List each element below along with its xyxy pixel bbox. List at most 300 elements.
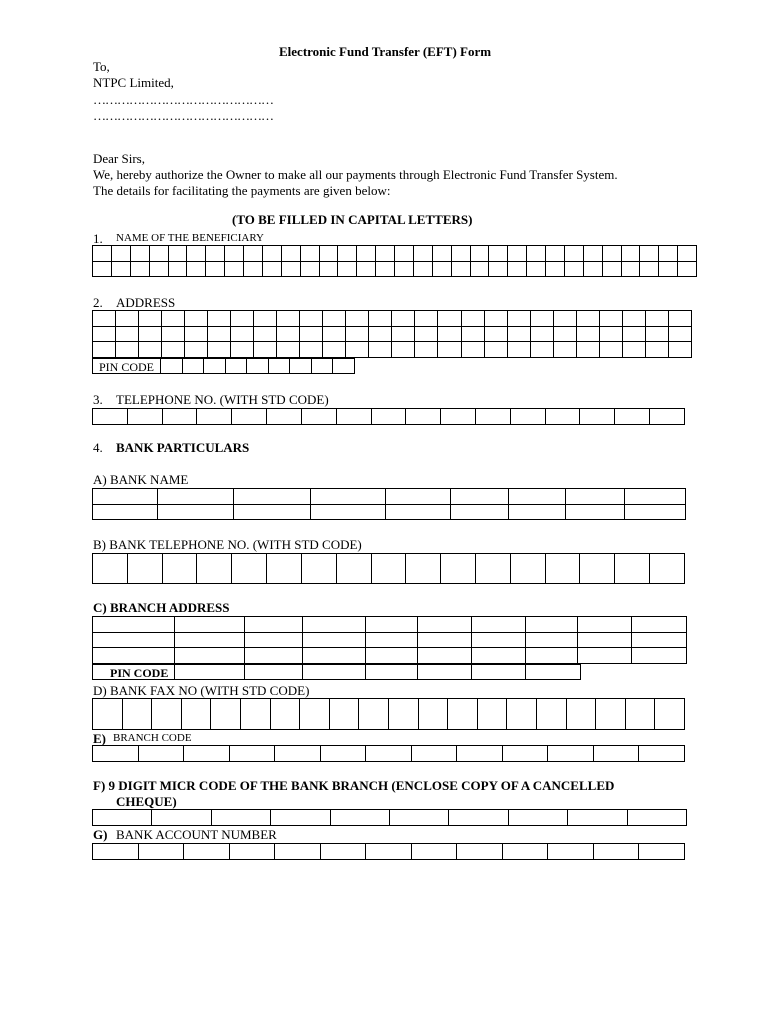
entry-box[interactable]: [545, 409, 580, 425]
entry-box[interactable]: [338, 246, 357, 262]
entry-box[interactable]: [93, 844, 139, 860]
entry-box[interactable]: [231, 311, 254, 327]
entry-box[interactable]: [371, 409, 406, 425]
entry-box[interactable]: [418, 632, 472, 648]
entry-box[interactable]: [333, 359, 355, 374]
entry-box[interactable]: [267, 409, 302, 425]
entry-box[interactable]: [320, 746, 366, 762]
entry-box[interactable]: [319, 246, 338, 262]
entry-box[interactable]: [168, 261, 187, 277]
entry-box[interactable]: [225, 359, 247, 374]
entry-box[interactable]: [593, 844, 639, 860]
entry-box[interactable]: [111, 246, 130, 262]
entry-box[interactable]: [320, 844, 366, 860]
entry-box[interactable]: [281, 246, 300, 262]
entry-box[interactable]: [268, 359, 290, 374]
entry-box[interactable]: [475, 409, 510, 425]
entry-box[interactable]: [116, 311, 139, 327]
entry-box[interactable]: [303, 617, 366, 633]
entry-box[interactable]: [602, 246, 621, 262]
entry-box[interactable]: [366, 844, 412, 860]
entry-box[interactable]: [650, 554, 685, 584]
entry-box[interactable]: [116, 342, 139, 358]
entry-box[interactable]: [475, 554, 510, 584]
entry-box[interactable]: [185, 342, 208, 358]
entry-box[interactable]: [596, 699, 626, 730]
entry-box[interactable]: [438, 311, 461, 327]
entry-box[interactable]: [275, 844, 321, 860]
entry-box[interactable]: [451, 246, 470, 262]
entry-box[interactable]: [232, 554, 267, 584]
entry-box[interactable]: [346, 342, 369, 358]
entry-box[interactable]: [366, 632, 418, 648]
entry-box[interactable]: [593, 746, 639, 762]
entry-box[interactable]: [319, 261, 338, 277]
entry-box[interactable]: [621, 261, 640, 277]
entry-box[interactable]: [366, 648, 418, 664]
entry-box[interactable]: [566, 489, 625, 505]
entry-box[interactable]: [182, 359, 204, 374]
entry-box[interactable]: [507, 342, 530, 358]
entry-box[interactable]: [162, 311, 185, 327]
entry-box[interactable]: [323, 326, 346, 342]
entry-box[interactable]: [578, 632, 632, 648]
entry-box[interactable]: [548, 844, 594, 860]
entry-box[interactable]: [668, 342, 691, 358]
entry-box[interactable]: [576, 311, 599, 327]
entry-box[interactable]: [659, 246, 678, 262]
entry-box[interactable]: [161, 359, 183, 374]
entry-box[interactable]: [300, 246, 319, 262]
entry-box[interactable]: [300, 342, 323, 358]
entry-box[interactable]: [185, 311, 208, 327]
entry-box[interactable]: [271, 810, 330, 826]
entry-box[interactable]: [536, 699, 566, 730]
entry-box[interactable]: [175, 617, 245, 633]
entry-box[interactable]: [130, 261, 149, 277]
entry-box[interactable]: [450, 504, 508, 520]
entry-box[interactable]: [583, 246, 602, 262]
entry-box[interactable]: [678, 261, 697, 277]
entry-box[interactable]: [576, 342, 599, 358]
entry-box[interactable]: [526, 648, 578, 664]
entry-box[interactable]: [413, 246, 432, 262]
entry-box[interactable]: [650, 409, 685, 425]
entry-box[interactable]: [175, 648, 245, 664]
entry-box[interactable]: [406, 554, 441, 584]
entry-box[interactable]: [371, 554, 406, 584]
entry-box[interactable]: [418, 617, 472, 633]
entry-box[interactable]: [461, 342, 484, 358]
beneficiary-name-grid[interactable]: [92, 245, 697, 277]
entry-box[interactable]: [489, 261, 508, 277]
entry-box[interactable]: [149, 261, 168, 277]
entry-box[interactable]: [162, 409, 197, 425]
entry-box[interactable]: [254, 342, 277, 358]
entry-box[interactable]: [187, 246, 206, 262]
entry-box[interactable]: [301, 409, 336, 425]
entry-box[interactable]: [548, 746, 594, 762]
entry-box[interactable]: [392, 311, 415, 327]
entry-box[interactable]: [406, 409, 441, 425]
entry-box[interactable]: [323, 342, 346, 358]
entry-box[interactable]: [187, 261, 206, 277]
entry-box[interactable]: [275, 746, 321, 762]
entry-box[interactable]: [472, 617, 526, 633]
entry-box[interactable]: [262, 261, 281, 277]
entry-box[interactable]: [122, 699, 152, 730]
entry-box[interactable]: [583, 261, 602, 277]
entry-box[interactable]: [270, 699, 300, 730]
entry-box[interactable]: [93, 342, 116, 358]
entry-box[interactable]: [277, 342, 300, 358]
entry-box[interactable]: [472, 665, 526, 680]
entry-box[interactable]: [472, 648, 526, 664]
entry-box[interactable]: [197, 409, 232, 425]
entry-box[interactable]: [111, 261, 130, 277]
entry-box[interactable]: [127, 554, 162, 584]
entry-box[interactable]: [564, 261, 583, 277]
entry-box[interactable]: [527, 261, 546, 277]
entry-box[interactable]: [507, 326, 530, 342]
entry-box[interactable]: [254, 326, 277, 342]
address-grid[interactable]: [92, 310, 692, 358]
entry-box[interactable]: [450, 489, 508, 505]
entry-box[interactable]: [530, 311, 553, 327]
entry-box[interactable]: [206, 246, 225, 262]
entry-box[interactable]: [245, 617, 303, 633]
entry-box[interactable]: [602, 261, 621, 277]
entry-box[interactable]: [564, 246, 583, 262]
entry-box[interactable]: [508, 489, 565, 505]
entry-box[interactable]: [211, 810, 270, 826]
entry-box[interactable]: [139, 311, 162, 327]
entry-box[interactable]: [346, 326, 369, 342]
entry-box[interactable]: [93, 246, 112, 262]
entry-box[interactable]: [208, 326, 231, 342]
entry-box[interactable]: [411, 746, 457, 762]
entry-box[interactable]: [152, 699, 182, 730]
bank-name-grid[interactable]: [92, 488, 686, 520]
entry-box[interactable]: [580, 554, 615, 584]
entry-box[interactable]: [175, 632, 245, 648]
entry-box[interactable]: [290, 359, 312, 374]
entry-box[interactable]: [395, 246, 414, 262]
entry-box[interactable]: [418, 699, 448, 730]
entry-box[interactable]: [668, 311, 691, 327]
entry-box[interactable]: [233, 489, 310, 505]
entry-box[interactable]: [457, 746, 503, 762]
entry-box[interactable]: [530, 342, 553, 358]
entry-box[interactable]: [530, 326, 553, 342]
entry-box[interactable]: [655, 699, 685, 730]
entry-box[interactable]: [546, 246, 565, 262]
telephone-grid[interactable]: [92, 408, 685, 425]
entry-box[interactable]: [211, 699, 241, 730]
entry-box[interactable]: [470, 246, 489, 262]
entry-box[interactable]: [93, 489, 158, 505]
entry-box[interactable]: [484, 342, 507, 358]
entry-box[interactable]: [208, 311, 231, 327]
entry-box[interactable]: [510, 554, 545, 584]
entry-box[interactable]: [507, 311, 530, 327]
entry-box[interactable]: [149, 246, 168, 262]
entry-box[interactable]: [625, 504, 686, 520]
entry-box[interactable]: [640, 246, 659, 262]
entry-box[interactable]: [415, 326, 438, 342]
entry-box[interactable]: [185, 326, 208, 342]
entry-box[interactable]: [93, 554, 128, 584]
entry-box[interactable]: [376, 261, 395, 277]
entry-box[interactable]: [338, 261, 357, 277]
entry-box[interactable]: [472, 632, 526, 648]
entry-box[interactable]: [225, 261, 244, 277]
entry-box[interactable]: [625, 699, 655, 730]
entry-box[interactable]: [576, 326, 599, 342]
entry-box[interactable]: [93, 810, 152, 826]
entry-box[interactable]: [229, 844, 275, 860]
entry-box[interactable]: [93, 699, 123, 730]
entry-box[interactable]: [93, 617, 175, 633]
entry-box[interactable]: [157, 504, 233, 520]
entry-box[interactable]: [181, 699, 211, 730]
entry-box[interactable]: [311, 359, 333, 374]
entry-box[interactable]: [566, 699, 596, 730]
entry-box[interactable]: [175, 665, 245, 680]
entry-box[interactable]: [438, 342, 461, 358]
entry-box[interactable]: [615, 554, 650, 584]
entry-box[interactable]: [139, 342, 162, 358]
entry-box[interactable]: [411, 844, 457, 860]
entry-box[interactable]: [622, 342, 645, 358]
entry-box[interactable]: [451, 261, 470, 277]
entry-box[interactable]: [441, 409, 476, 425]
entry-box[interactable]: [566, 504, 625, 520]
entry-box[interactable]: [138, 746, 184, 762]
entry-box[interactable]: [197, 554, 232, 584]
entry-box[interactable]: [301, 554, 336, 584]
entry-box[interactable]: [300, 326, 323, 342]
entry-box[interactable]: [599, 342, 622, 358]
entry-box[interactable]: [329, 699, 359, 730]
entry-box[interactable]: [510, 409, 545, 425]
entry-box[interactable]: [162, 326, 185, 342]
entry-box[interactable]: [461, 311, 484, 327]
entry-box[interactable]: [231, 326, 254, 342]
entry-box[interactable]: [369, 326, 392, 342]
entry-box[interactable]: [366, 617, 418, 633]
entry-box[interactable]: [388, 699, 418, 730]
entry-box[interactable]: [359, 699, 389, 730]
account-number-grid[interactable]: [92, 843, 685, 860]
entry-box[interactable]: [415, 311, 438, 327]
entry-box[interactable]: [357, 246, 376, 262]
entry-box[interactable]: [277, 311, 300, 327]
entry-box[interactable]: [615, 409, 650, 425]
entry-box[interactable]: [553, 326, 576, 342]
entry-box[interactable]: [277, 326, 300, 342]
entry-box[interactable]: [229, 746, 275, 762]
entry-box[interactable]: [93, 326, 116, 342]
entry-box[interactable]: [93, 632, 175, 648]
entry-box[interactable]: [508, 246, 527, 262]
entry-box[interactable]: [323, 311, 346, 327]
entry-box[interactable]: [336, 554, 371, 584]
entry-box[interactable]: [93, 504, 158, 520]
entry-box[interactable]: [204, 359, 226, 374]
entry-box[interactable]: [659, 261, 678, 277]
entry-box[interactable]: [392, 326, 415, 342]
entry-box[interactable]: [441, 554, 476, 584]
entry-box[interactable]: [93, 311, 116, 327]
entry-box[interactable]: [645, 311, 668, 327]
entry-box[interactable]: [162, 554, 197, 584]
entry-box[interactable]: [502, 844, 548, 860]
entry-box[interactable]: [303, 665, 366, 680]
entry-box[interactable]: [310, 489, 385, 505]
entry-box[interactable]: [580, 409, 615, 425]
entry-box[interactable]: [130, 246, 149, 262]
entry-box[interactable]: [599, 326, 622, 342]
entry-box[interactable]: [184, 844, 230, 860]
entry-box[interactable]: [489, 246, 508, 262]
entry-box[interactable]: [449, 810, 508, 826]
entry-box[interactable]: [508, 504, 565, 520]
entry-box[interactable]: [438, 326, 461, 342]
entry-box[interactable]: [366, 746, 412, 762]
entry-box[interactable]: [432, 261, 451, 277]
entry-box[interactable]: [568, 810, 627, 826]
entry-box[interactable]: [645, 326, 668, 342]
entry-box[interactable]: [639, 844, 685, 860]
entry-box[interactable]: [632, 617, 687, 633]
entry-box[interactable]: [508, 261, 527, 277]
entry-box[interactable]: [303, 648, 366, 664]
entry-box[interactable]: [300, 699, 330, 730]
entry-box[interactable]: [632, 648, 687, 664]
entry-box[interactable]: [625, 489, 686, 505]
entry-box[interactable]: [599, 311, 622, 327]
entry-box[interactable]: [232, 409, 267, 425]
entry-box[interactable]: [418, 648, 472, 664]
entry-box[interactable]: [336, 409, 371, 425]
entry-box[interactable]: [545, 554, 580, 584]
entry-box[interactable]: [330, 810, 389, 826]
entry-box[interactable]: [162, 342, 185, 358]
entry-box[interactable]: [281, 261, 300, 277]
entry-box[interactable]: [233, 504, 310, 520]
entry-box[interactable]: [254, 311, 277, 327]
entry-box[interactable]: [244, 261, 263, 277]
entry-box[interactable]: [546, 261, 565, 277]
entry-box[interactable]: [366, 665, 418, 680]
entry-box[interactable]: [484, 326, 507, 342]
entry-box[interactable]: [415, 342, 438, 358]
entry-box[interactable]: [225, 246, 244, 262]
entry-box[interactable]: [244, 246, 263, 262]
entry-box[interactable]: [622, 326, 645, 342]
entry-box[interactable]: [267, 554, 302, 584]
micr-code-grid[interactable]: [92, 809, 687, 826]
entry-box[interactable]: [470, 261, 489, 277]
entry-box[interactable]: [231, 342, 254, 358]
entry-box[interactable]: [138, 844, 184, 860]
entry-box[interactable]: [116, 326, 139, 342]
entry-box[interactable]: [300, 261, 319, 277]
entry-box[interactable]: [526, 632, 578, 648]
entry-box[interactable]: [507, 699, 537, 730]
entry-box[interactable]: [432, 246, 451, 262]
entry-box[interactable]: [139, 326, 162, 342]
entry-box[interactable]: [168, 246, 187, 262]
entry-box[interactable]: [93, 261, 112, 277]
entry-box[interactable]: [300, 311, 323, 327]
entry-box[interactable]: [502, 746, 548, 762]
entry-box[interactable]: [245, 648, 303, 664]
entry-box[interactable]: [627, 810, 686, 826]
entry-box[interactable]: [553, 311, 576, 327]
entry-box[interactable]: [668, 326, 691, 342]
entry-box[interactable]: [208, 342, 231, 358]
entry-box[interactable]: [621, 246, 640, 262]
bank-fax-grid[interactable]: [92, 698, 685, 730]
entry-box[interactable]: [448, 699, 478, 730]
entry-box[interactable]: [152, 810, 211, 826]
entry-box[interactable]: [578, 617, 632, 633]
entry-box[interactable]: [310, 504, 385, 520]
entry-box[interactable]: [639, 746, 685, 762]
entry-box[interactable]: [262, 246, 281, 262]
entry-box[interactable]: [346, 311, 369, 327]
entry-box[interactable]: [413, 261, 432, 277]
entry-box[interactable]: [640, 261, 659, 277]
branch-address-grid[interactable]: [92, 616, 687, 664]
entry-box[interactable]: [527, 246, 546, 262]
entry-box[interactable]: [461, 326, 484, 342]
entry-box[interactable]: [392, 342, 415, 358]
entry-box[interactable]: [578, 648, 632, 664]
entry-box[interactable]: [157, 489, 233, 505]
entry-box[interactable]: [240, 699, 270, 730]
entry-box[interactable]: [484, 311, 507, 327]
entry-box[interactable]: [526, 665, 581, 680]
entry-box[interactable]: [184, 746, 230, 762]
entry-box[interactable]: [389, 810, 448, 826]
branch-code-grid[interactable]: [92, 745, 685, 762]
entry-box[interactable]: [245, 665, 303, 680]
entry-box[interactable]: [369, 311, 392, 327]
entry-box[interactable]: [632, 632, 687, 648]
entry-box[interactable]: [526, 617, 578, 633]
entry-box[interactable]: [303, 632, 366, 648]
entry-box[interactable]: [376, 246, 395, 262]
entry-box[interactable]: [457, 844, 503, 860]
entry-box[interactable]: [206, 261, 225, 277]
entry-box[interactable]: [553, 342, 576, 358]
entry-box[interactable]: [357, 261, 376, 277]
bank-telephone-grid[interactable]: [92, 553, 685, 584]
entry-box[interactable]: [645, 342, 668, 358]
entry-box[interactable]: [93, 746, 139, 762]
entry-box[interactable]: [395, 261, 414, 277]
entry-box[interactable]: [622, 311, 645, 327]
entry-box[interactable]: [247, 359, 269, 374]
entry-box[interactable]: [369, 342, 392, 358]
entry-box[interactable]: [127, 409, 162, 425]
entry-box[interactable]: [385, 489, 450, 505]
entry-box[interactable]: [93, 648, 175, 664]
entry-box[interactable]: [477, 699, 507, 730]
